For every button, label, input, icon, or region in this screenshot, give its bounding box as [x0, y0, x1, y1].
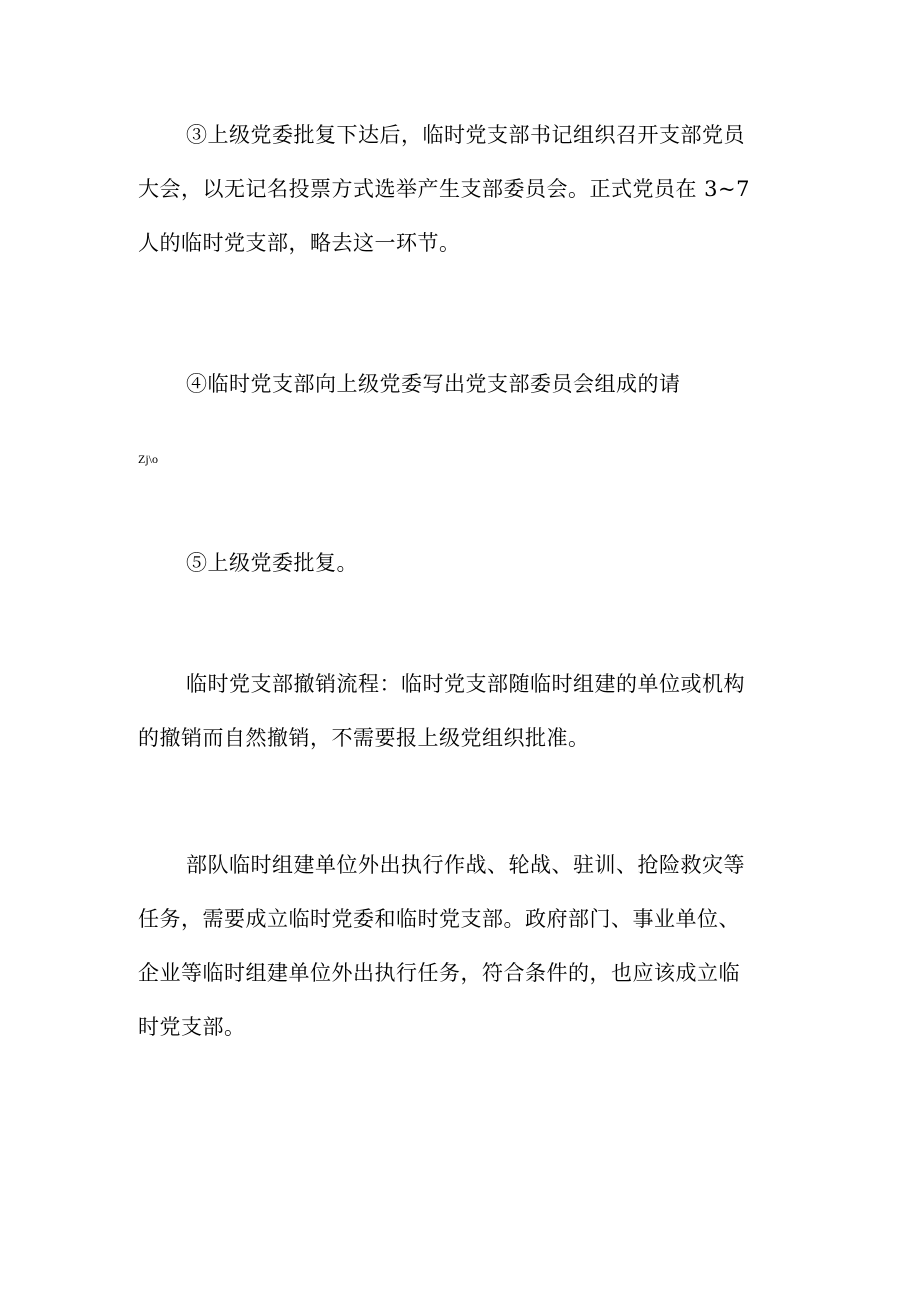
- text-line: ③上级党委批复下达后，临时党支部书记组织召开支部党员: [186, 123, 745, 147]
- text-line: 人的临时党支部，略去这一环节。: [138, 231, 461, 255]
- text-line: ④临时党支部向上级党委写出党支部委员会组成的请: [186, 372, 681, 396]
- paragraph-temporary-units: [138, 838, 798, 1054]
- text-line: 部队临时组建单位外出执行作战、轮战、驻训、抢险救灾等: [186, 853, 745, 877]
- text-line: ⑤上级党委批复。: [186, 551, 358, 575]
- paragraph-step-5: [138, 536, 798, 590]
- text-line: 大会，以无记名投票方式选举产生支部委员会。正式党员在 3~7: [138, 177, 750, 201]
- ocr-fragment: Zj\o: [138, 452, 158, 466]
- text-line: 临时党支部撤销流程：临时党支部随临时组建的单位或机构: [186, 672, 745, 696]
- text-line: 时党支部。: [138, 1015, 246, 1039]
- paragraph-step-4: [138, 357, 798, 411]
- paragraph-step-3: [138, 108, 798, 270]
- text-line: 任务，需要成立临时党委和临时党支部。政府部门、事业单位、: [138, 907, 740, 931]
- paragraph-revocation-process: [138, 657, 798, 765]
- text-line: 的撤销而自然撤销，不需要报上级党组织批准。: [138, 726, 590, 750]
- text-line: 企业等临时组建单位外出执行任务，符合条件的，也应该成立临: [138, 961, 740, 985]
